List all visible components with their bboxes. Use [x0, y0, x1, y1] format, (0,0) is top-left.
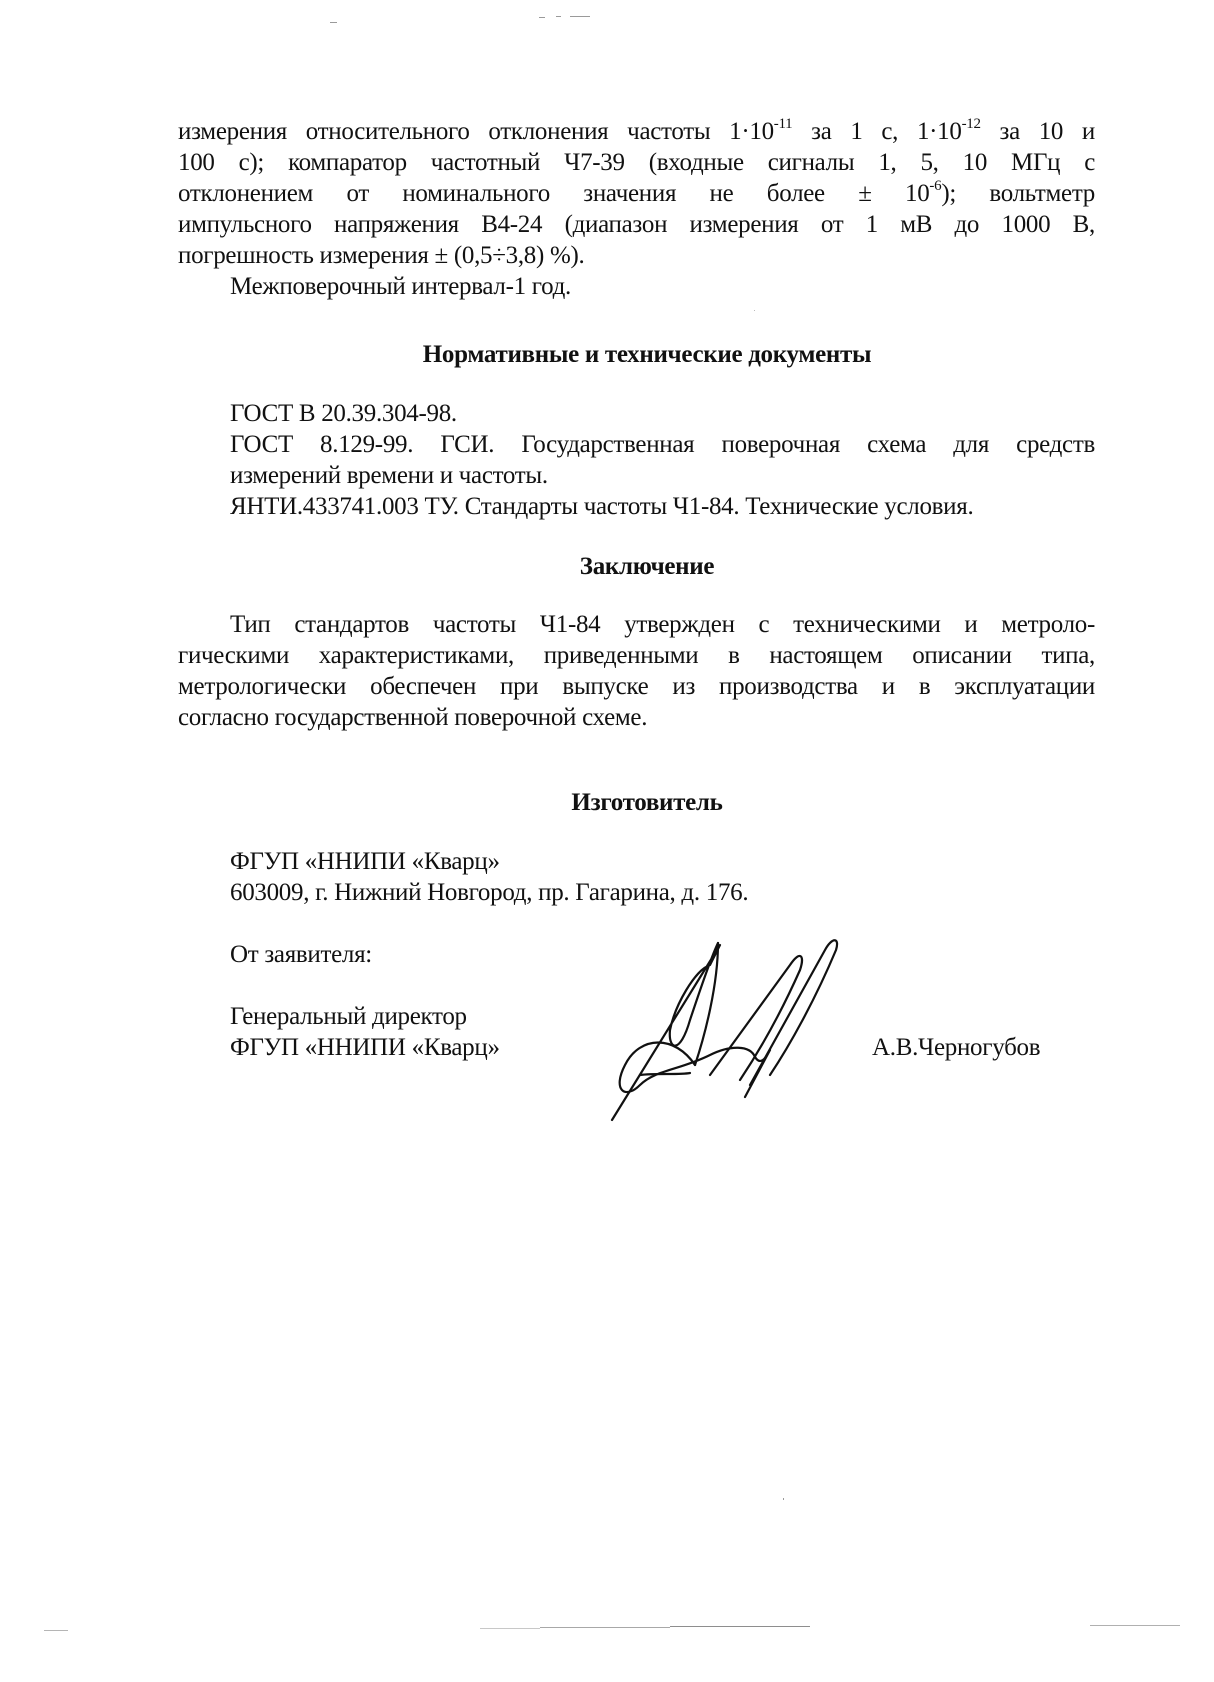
- scan-artifact-bottom: [44, 1630, 68, 1631]
- manufacturer-heading: Изготовитель: [571, 789, 723, 816]
- scan-artifact: [783, 1498, 784, 1500]
- exponent: -11: [773, 116, 793, 132]
- conclusion-heading: Заключение: [579, 553, 715, 580]
- signature-icon: [600, 925, 840, 1125]
- intro-text: за 10 и: [980, 118, 1096, 145]
- scan-artifact-top: [330, 22, 337, 23]
- applicant-label: От заявителя:: [230, 941, 372, 968]
- exponent: -12: [961, 116, 981, 132]
- manufacturer-name: ФГУП «ННИПИ «Кварц»: [230, 848, 500, 875]
- scan-artifact-top: [556, 16, 561, 17]
- conclusion-line: метрологически обеспечен при выпуске из производства и в эксплуатации: [178, 673, 1095, 700]
- intro-line-5: погрешность измерения ± (0,5÷3,8) %).: [178, 242, 585, 269]
- intro-line-3: [178, 178, 1095, 209]
- intro-line-2: 100 с); компаратор частотный Ч7-39 (входные сигналы 1, 5, 10 МГц с: [178, 149, 1095, 176]
- signatory-name: А.В.Черногубов: [872, 1034, 1041, 1061]
- conclusion-line: гическими характеристиками, приведенными в настоящем описании типа,: [178, 642, 1095, 669]
- verification-interval: Межповерочный интервал-1 год.: [230, 273, 571, 300]
- scan-artifact-top: [539, 17, 545, 18]
- intro-text: отклонением от номинального значения не более ± 10: [178, 180, 930, 207]
- scan-artifact-bottom: [1090, 1625, 1180, 1626]
- intro-text: за 1 с, 1·10: [792, 118, 962, 145]
- intro-paragraph: [178, 116, 1095, 302]
- scan-artifact: [754, 310, 755, 311]
- normative-item: ГОСТ В 20.39.304-98.: [230, 400, 457, 427]
- applicant-organization: ФГУП «ННИПИ «Кварц»: [230, 1034, 500, 1061]
- normative-heading: Нормативные и технические документы: [422, 341, 872, 368]
- normative-item: ЯНТИ.433741.003 ТУ. Стандарты частоты Ч1-84. Технические условия.: [230, 493, 974, 520]
- conclusion-line: Тип стандартов частоты Ч1-84 утвержден с техническими и метроло-: [230, 611, 1095, 638]
- intro-text: ); вольтметр: [941, 180, 1095, 207]
- scan-artifact-top: [570, 16, 590, 17]
- exponent: -6: [929, 178, 942, 194]
- scan-artifact-bottom: [540, 1627, 670, 1628]
- manufacturer-address: 603009, г. Нижний Новгород, пр. Гагарина, д. 176.: [230, 879, 749, 906]
- conclusion-paragraph: [178, 609, 1095, 733]
- intro-line-1: [178, 116, 1095, 147]
- conclusion-line: согласно государственной поверочной схеме.: [178, 704, 648, 731]
- applicant-position: Генеральный директор: [230, 1003, 467, 1030]
- normative-item: измерений времени и частоты.: [230, 462, 548, 489]
- scan-artifact-bottom: [670, 1626, 810, 1627]
- normative-item: ГОСТ 8.129-99. ГСИ. Государственная поверочная схема для средств: [230, 431, 1095, 458]
- intro-text: измерения относительного отклонения частоты 1·10: [178, 118, 774, 145]
- scan-artifact-bottom: [480, 1628, 540, 1629]
- normative-list: [230, 398, 1095, 522]
- intro-line-4: импульсного напряжения В4-24 (диапазон измерения от 1 мВ до 1000 В,: [178, 211, 1095, 238]
